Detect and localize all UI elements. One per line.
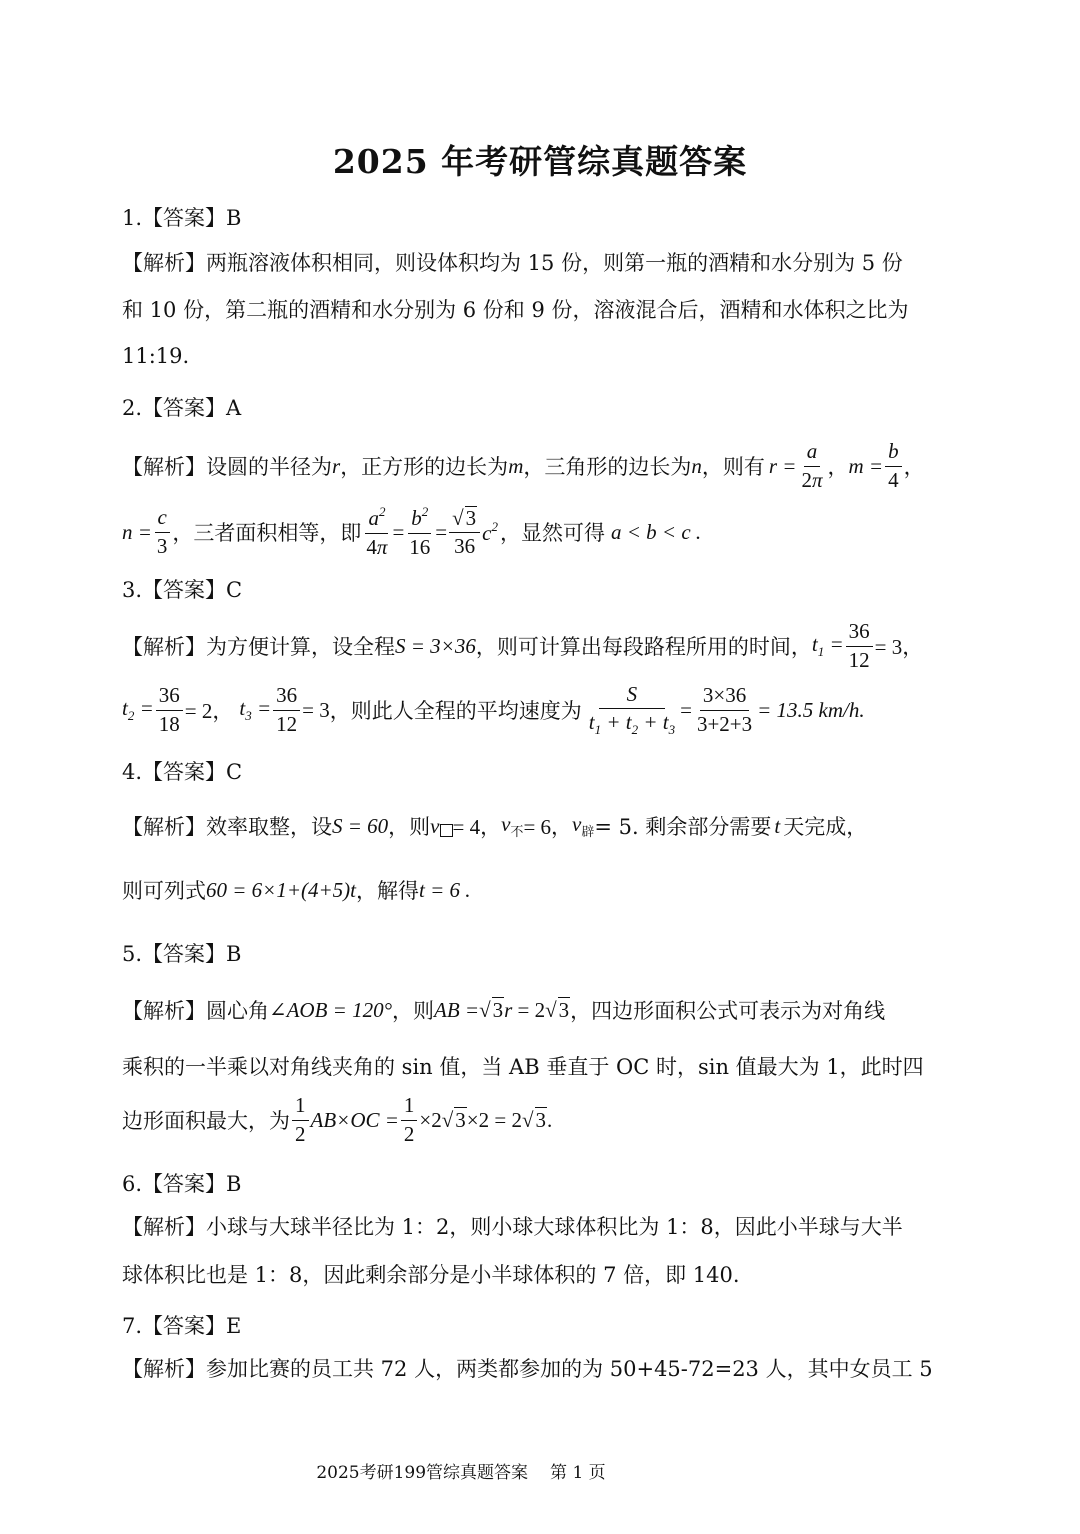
frac-a2-4pi: $\frac{a^2}{4\pi}$ xyxy=(366,504,388,559)
q2-text: ，正方形的边长为 xyxy=(340,455,509,479)
page-title: 2025 年考研管综真题答案 xyxy=(332,142,748,181)
q4-line-1 xyxy=(122,806,958,846)
frac-36-12b: $\frac{36}{12}$ xyxy=(273,684,300,735)
q4-text: 则可列式 xyxy=(122,879,206,903)
v-jia: v xyxy=(430,814,452,839)
q5-line-1 xyxy=(122,990,958,1030)
q7-line-1: 【解析】参加比赛的员工共 72 人，两类都参加的为 50+45-72=23 人，其中女员工 5 xyxy=(122,1357,933,1381)
var-n: n xyxy=(691,453,702,478)
q2-inequality: a < b < c . xyxy=(611,519,702,544)
formula-m: m = xyxy=(848,453,884,478)
q4-text: = 6， xyxy=(523,815,573,839)
answer-6: 6.【答案】B xyxy=(122,1172,242,1196)
q4-text: ，则 xyxy=(388,815,431,839)
var-r: r xyxy=(332,453,341,478)
q1-line-2: 和 10 份，第二瓶的酒精和水分别为 6 份和 9 份，溶液混合后，酒精和水体积之比为 xyxy=(122,298,909,322)
q5-text: 边形面积最大，为 xyxy=(122,1109,290,1133)
q5-line-2: 乘积的一半乘以对角线夹角的 sin 值，当 AB 垂直于 OC 时，sin 值最大为 1，此时四 xyxy=(122,1055,924,1079)
frac-3x36: $\frac{3\times 36}{3+2+3}$ xyxy=(696,683,753,736)
frac-b2-16: $\frac{b^2}{16}$ xyxy=(409,504,431,559)
answer-1: 1.【答案】B xyxy=(122,206,242,230)
formula-t3: $t_3$ = xyxy=(239,696,272,723)
frac-sqrt3-36: $\frac{√3}{36}$ xyxy=(449,506,480,558)
q5-text: 【解析】圆心角 xyxy=(122,999,269,1023)
page-footer xyxy=(0,1458,922,1483)
q5-line-3: 边形面积最大，为 $\frac{1}{2}$ AB×OC = $\frac{1}{2}$ ×2√3×2 = 2√3. xyxy=(122,1093,553,1146)
q2-text: ，三角形的边长为 xyxy=(523,455,692,479)
q2-text: ，显然可得 xyxy=(500,521,605,545)
v-pi: $v_辟$ xyxy=(572,812,595,839)
answer-7: 7.【答案】E xyxy=(122,1314,242,1338)
formula-t2: $t_2$ = xyxy=(122,696,154,723)
footer-doc-title: 2025考研199管综真题答案 xyxy=(316,1463,529,1483)
formula-s60: S = 60 xyxy=(332,813,389,838)
formula-r: r = xyxy=(768,453,797,478)
q4-text: = 4， xyxy=(452,815,502,839)
formula-s: S = 3×36 xyxy=(395,633,476,658)
q4-text: 天完成， xyxy=(783,815,868,839)
formula-n: n = xyxy=(122,519,152,544)
q4-text: 【解析】效率取整，设 xyxy=(122,815,332,839)
q2-line-1: 【解析】设圆的半径为 r ，正方形的边长为 m ，三角形的边长为 n ，则有 r = $\frac{a}{2\pi}$ ， m = $\frac{b}{4}$ ， xyxy=(122,439,925,492)
q3-line-2: $t_2$ = $\frac{36}{18}$ = 2， $t_3$ = $\frac{36}{12}$ = 3 ，则此人全程的平均速度为 $\frac{S}{t_1 + t_2 + t_3}$ = $\frac{3\times 36}{3+2+3}$ = 13.5 km/h. xyxy=(122,681,865,737)
formula-t1: $t_1$ = xyxy=(811,632,844,659)
answer-3: 3.【答案】C xyxy=(122,578,243,602)
q4-text: ，解得 xyxy=(356,879,420,903)
frac-1-2: $\frac{1}{2}$ xyxy=(292,1094,309,1145)
answer-5: 5.【答案】B xyxy=(122,942,242,966)
q5-angle: ∠AOB = 120° xyxy=(269,997,392,1022)
q3-text: 【解析】为方便计算，设全程 xyxy=(122,635,395,659)
q3-text: ，则可计算出每段路程所用的时间， xyxy=(475,635,812,659)
q5-sqrt-expr: √3r = 2√3 xyxy=(479,998,570,1022)
frac-s-sum-t: $\frac{S}{t_1 + t_2 + t_3}$ xyxy=(588,681,676,737)
frac-36-18: $\frac{36}{18}$ xyxy=(156,684,183,735)
frac-b-4: $\frac{b}{4}$ xyxy=(885,440,902,491)
q4-solution: t = 6 . xyxy=(419,877,471,902)
frac-c-3: $\frac{c}{3}$ xyxy=(154,506,171,557)
frac-1-2b: $\frac{1}{2}$ xyxy=(401,1094,418,1145)
q5-text: ，四边形面积公式可表示为对角线 xyxy=(570,999,886,1023)
q1-line-3: 11:19. xyxy=(122,344,190,368)
answer-4: 4.【答案】C xyxy=(122,760,243,784)
q6-line-1: 【解析】小球与大球半径比为 1：2，则小球大球体积比为 1：8，因此小半球与大半 xyxy=(122,1215,903,1239)
q3-line-1: 【解析】为方便计算，设全程 S = 3×36 ，则可计算出每段路程所用的时间， $t_1$ = $\frac{36}{12}$ = 3， xyxy=(122,619,924,672)
q4-equation: 60 = 6×1+(4+5)t xyxy=(206,877,357,902)
q2-line-2: n = $\frac{c}{3}$ ，三者面积相等，即 $\frac{a^2}{4\pi}$ = $\frac{b^2}{16}$ = $\frac{√3}{36}$ $c^2$ ，显然可得 a < b < c . xyxy=(122,504,702,559)
q3-result: = 13.5 km/h. xyxy=(757,697,865,722)
q6-line-2: 球体积比也是 1：8，因此剩余部分是小半球体积的 7 倍，即 140. xyxy=(122,1263,740,1287)
sub-pi: 辟 xyxy=(581,824,595,839)
q4-line-2 xyxy=(122,870,958,910)
sub-bu: 不 xyxy=(510,824,524,839)
footer-page-number: 第 1 页 xyxy=(550,1463,606,1483)
frac-a-2pi: $\frac{a}{2\pi}$ xyxy=(801,439,823,492)
q5-area-expr: ×2√3×2 = 2√3. xyxy=(419,1108,553,1132)
var-t: t xyxy=(774,813,781,838)
q2-text: ，则有 xyxy=(701,455,765,479)
q2-text: ，三者面积相等，即 xyxy=(172,521,362,545)
q5-text: ，则 xyxy=(392,999,434,1023)
var-m: m xyxy=(508,453,524,478)
q1-line-1: 【解析】两瓶溶液体积相同，则设体积均为 15 份，则第一瓶的酒精和水分别为 5 份 xyxy=(122,251,903,275)
q2-text: 【解析】设圆的半径为 xyxy=(122,455,332,479)
v-bu: $v_不$ xyxy=(501,812,524,839)
q4-text: = 5. 剩余部分需要 xyxy=(594,815,772,839)
frac-36-12: $\frac{36}{12}$ xyxy=(846,620,873,671)
answer-2: 2.【答案】A xyxy=(122,396,242,420)
q3-text: ，则此人全程的平均速度为 xyxy=(329,699,582,723)
q5-ab: AB = xyxy=(434,997,480,1022)
